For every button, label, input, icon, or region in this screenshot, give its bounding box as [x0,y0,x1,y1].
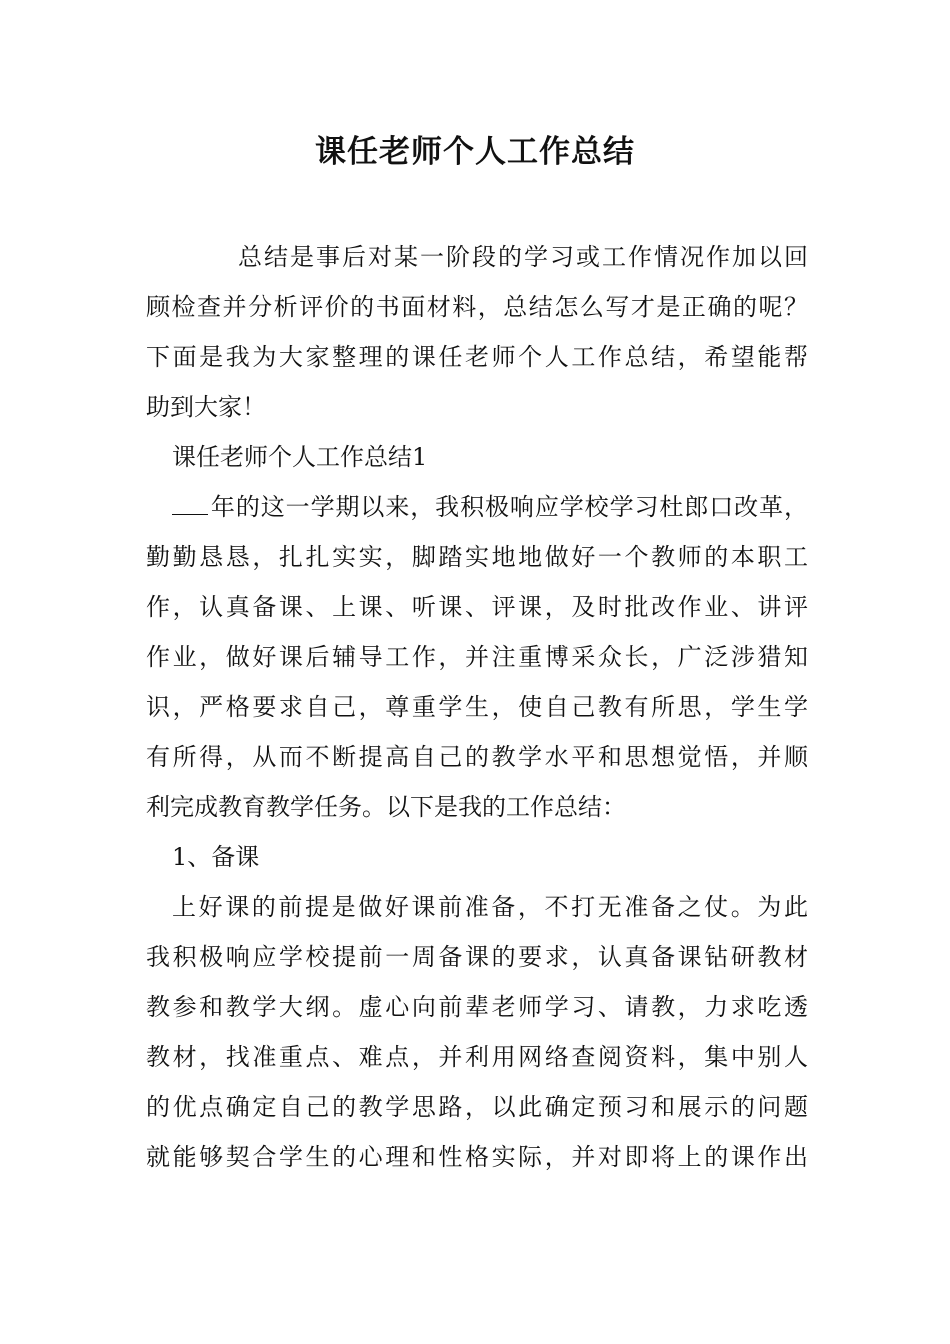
intro-line: 总结是事后对某一阶段的学习或工作情况作加以回 [238,243,808,271]
paragraph-line: 有所得，从而不断提高自己的教学水平和思想觉悟，并顺 [146,743,808,771]
paragraph-line: 利完成教育教学任务。以下是我的工作总结： [146,793,626,821]
intro-line: 下面是我为大家整理的课任老师个人工作总结，希望能帮 [146,343,808,371]
paragraph-line: 教参和教学大纲。虚心向前辈老师学习、请教，力求吃透 [146,993,808,1021]
subheading: 1、备课 [172,843,260,871]
paragraph-line: 识，严格要求自己，尊重学生，使自己教有所思，学生学 [146,693,808,721]
paragraph-first-text: 年的这一学期以来，我积极响应学校学习杜郎口改革， [210,493,808,521]
paragraph-line: 作，认真备课、上课、听课、评课，及时批改作业、讲评 [146,593,808,621]
paragraph-line: 就能够契合学生的心理和性格实际，并对即将上的课作出 [146,1143,808,1171]
fill-in-blank [172,486,208,515]
paragraph-line: 勤勤恳恳，扎扎实实，脚踏实地地做好一个教师的本职工 [146,543,808,571]
paragraph-line: 教材，找准重点、难点，并利用网络查阅资料，集中别人 [146,1043,808,1071]
paragraph-line: 我积极响应学校提前一周备课的要求，认真备课钻研教材 [146,943,808,971]
intro-line: 顾检查并分析评价的书面材料，总结怎么写才是正确的呢？ [146,293,808,321]
paragraph-line [146,482,808,532]
section-heading: 课任老师个人工作总结1 [172,443,428,471]
paragraph-line: 的优点确定自己的教学思路，以此确定预习和展示的问题 [146,1093,808,1121]
paragraph-line: 作业，做好课后辅导工作，并注重博采众长，广泛涉猎知 [146,643,808,671]
page-title: 课任老师个人工作总结 [315,134,635,170]
document-body [146,232,808,1182]
intro-line: 助到大家！ [146,393,266,421]
paragraph-line: 上好课的前提是做好课前准备，不打无准备之仗。为此 [172,893,808,921]
